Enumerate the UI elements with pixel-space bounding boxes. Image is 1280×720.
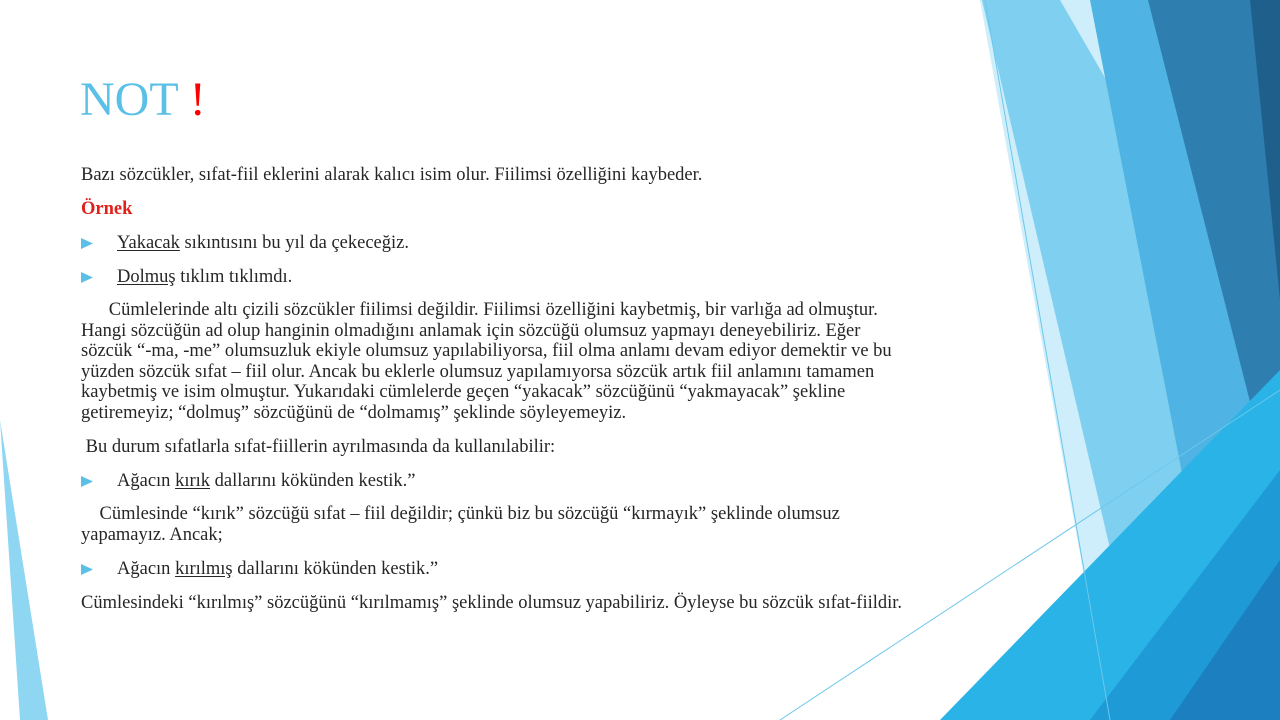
slide-title	[80, 72, 206, 128]
kirik-paragraph	[81, 504, 1041, 545]
usage-note: Bu durum sıfatlarla sıfat-fiillerin ayrılmasında da kullanılabilir:	[81, 437, 556, 457]
list-item	[81, 468, 1041, 494]
title-text: NOT	[80, 73, 178, 126]
example-sentence-start: Ağacın	[117, 559, 176, 579]
triangle-bullet-icon	[81, 230, 95, 256]
underlined-word: Yakacak	[117, 233, 180, 253]
conclusion-text: Cümlesindeki “kırılmış” sözcüğünü “kırılmamış” şeklinde olumsuz yapabiliriz. Öyleyse bu sözcük sıfat-fiildir.	[81, 593, 903, 613]
list-item	[81, 264, 1041, 290]
explanation-paragraph	[81, 300, 1041, 423]
list-item	[81, 230, 1041, 256]
example-sentence-start: Ağacın	[117, 471, 176, 491]
underlined-word: Dolmuş	[117, 267, 176, 287]
triangle-bullet-icon	[81, 556, 95, 582]
example-sentence-rest: dallarını kökünden kestik.”	[210, 471, 416, 491]
intro-text: Bazı sözcükler, sıfat-fiil eklerini alarak kalıcı isim olur. Fiilimsi özelliğini kaybeder.	[81, 165, 703, 185]
explanation-line: getiremeyiz; “dolmuş” sözcüğünü de “dolmamış” şeklinde söyleyemeyiz.	[81, 402, 627, 423]
title-exclamation: !	[189, 73, 206, 126]
explanation-line: kaybetmiş ve isim olmuştur. Yukarıdaki cümlelerde geçen “yakacak” sözcüğünü “yakmayacak” şekline	[81, 382, 846, 402]
kirik-line: Cümlesinde “kırık” sözcüğü sıfat – fiil değildir; çünkü biz bu sözcüğü “kırmayık” şeklinde olumsuz	[81, 504, 840, 524]
underlined-word: kırılmış	[175, 559, 233, 579]
explanation-line: yüzden sözcük sıfat – fiil olur. Ancak bu eklerle olumsuz yapılamıyorsa sözcük artık fiil anlamını tamamen	[81, 361, 875, 382]
example-sentence-rest: sıkıntısını bu yıl da çekeceğiz.	[179, 233, 409, 253]
triangle-bullet-icon	[81, 264, 95, 290]
example-heading: Örnek	[81, 199, 133, 219]
underlined-word: kırık	[175, 471, 211, 491]
example-sentence-rest: tıklım tıklımdı.	[175, 267, 293, 287]
explanation-line: Cümlelerinde altı çizili sözcükler fiilimsi değildir. Fiilimsi özelliğini kaybetmiş, bir varlığa ad olmuştur.	[81, 300, 878, 320]
explanation-line: Hangi sözcüğün ad olup hanginin olmadığını anlamak için sözcüğü olumsuz yapmayı deneyebiliriz. Eğer	[81, 320, 861, 341]
triangle-bullet-icon	[81, 468, 95, 494]
list-item	[81, 556, 1041, 582]
explanation-line: sözcük “-ma, -me” olumsuzluk ekiyle olumsuz yapılabiliyorsa, fiil olma anlamı devam ediyor demektir ve bu	[81, 341, 892, 361]
kirik-line: yapamayız. Ancak;	[81, 524, 223, 545]
example-sentence-rest: dallarını kökünden kestik.”	[232, 559, 439, 579]
